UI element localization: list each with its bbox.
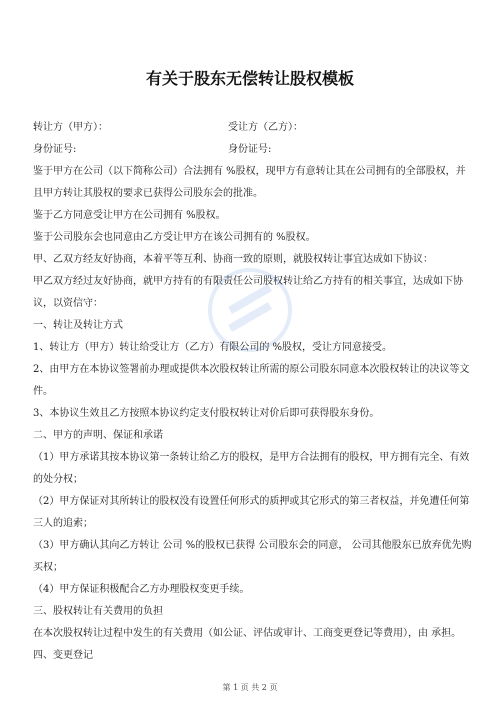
paragraph: （3）甲方确认其向乙方转让 公司 %的股权已获得 公司股东会的同意， 公司其他股东已放弃优先购买权；	[33, 540, 472, 573]
document-title: 有关于股东无偿转让股权模板	[145, 69, 354, 88]
paragraph: 2、由甲方在本协议签署前办理或提供本次股权转让所需的原公司股东同意本次股权转让的决议等文件。	[33, 364, 470, 397]
id-number-right: 身份证号:	[228, 144, 272, 155]
paragraph: 3、本协议生效且乙方按照本协议约定支付股权转让对价后即可获得股东身份。	[33, 408, 380, 419]
transferor-label: 转让方（甲方）：	[33, 122, 108, 133]
paragraph: 鉴于公司股东会也同意由乙方受让甲方在该公司拥有的 %股权。	[33, 232, 316, 243]
paragraph: （1）甲方承诺其按本协议第一条转让给乙方的股权，是甲方合法拥有的股权，甲方拥有完全、有效的处分权；	[33, 452, 470, 485]
id-number-left: 身份证号:	[33, 144, 77, 155]
paragraph: 鉴于甲方在公司（以下简称公司）合法拥有 %股权，现甲方有意转让其在公司拥有的全部股权，并且甲方转让其股权的要求已获得公司股东会的批准。	[33, 166, 466, 199]
section-heading: 一、转让及转让方式	[33, 320, 123, 331]
section-heading: 三、股权转让有关费用的负担	[33, 606, 163, 617]
document-body	[33, 117, 473, 667]
paragraph: （2）甲方保证对其所转让的股权没有设置任何形式的质押或其它形式的第三者权益，并免遭任何第三人的追索；	[33, 496, 470, 529]
paragraph: （4）甲方保证积极配合乙方办理股权变更手续。	[33, 584, 250, 595]
page-footer: 第 1 页 共 2 页	[222, 683, 278, 692]
transferee-label: 受让方（乙方）：	[228, 122, 303, 133]
paragraph: 在本次股权转让过程中发生的有关费用（如公证、评估或审计、工商变更登记等费用），由 承担。	[33, 628, 462, 639]
section-heading: 四、变更登记	[33, 650, 93, 661]
paragraph: 甲、乙双方经友好协商，本着平等互利、协商一致的原则，就股权转让事宜达成如下协议：	[33, 254, 433, 265]
party-row	[33, 117, 473, 139]
paragraph: 1、转让方（甲方）转让给受让方（乙方）有限公司的 %股权，受让方同意接受。	[33, 342, 393, 353]
paragraph: 鉴于乙方同意受让甲方在公司拥有 %股权。	[33, 210, 226, 221]
paragraph: 甲乙双方经过友好协商，就甲方持有的有限责任公司股权转让给乙方持有的相关事宜，达成如下协议，以资信守：	[33, 276, 463, 309]
section-heading: 二、甲方的声明、保证和承诺	[33, 430, 163, 441]
id-row	[33, 139, 473, 161]
